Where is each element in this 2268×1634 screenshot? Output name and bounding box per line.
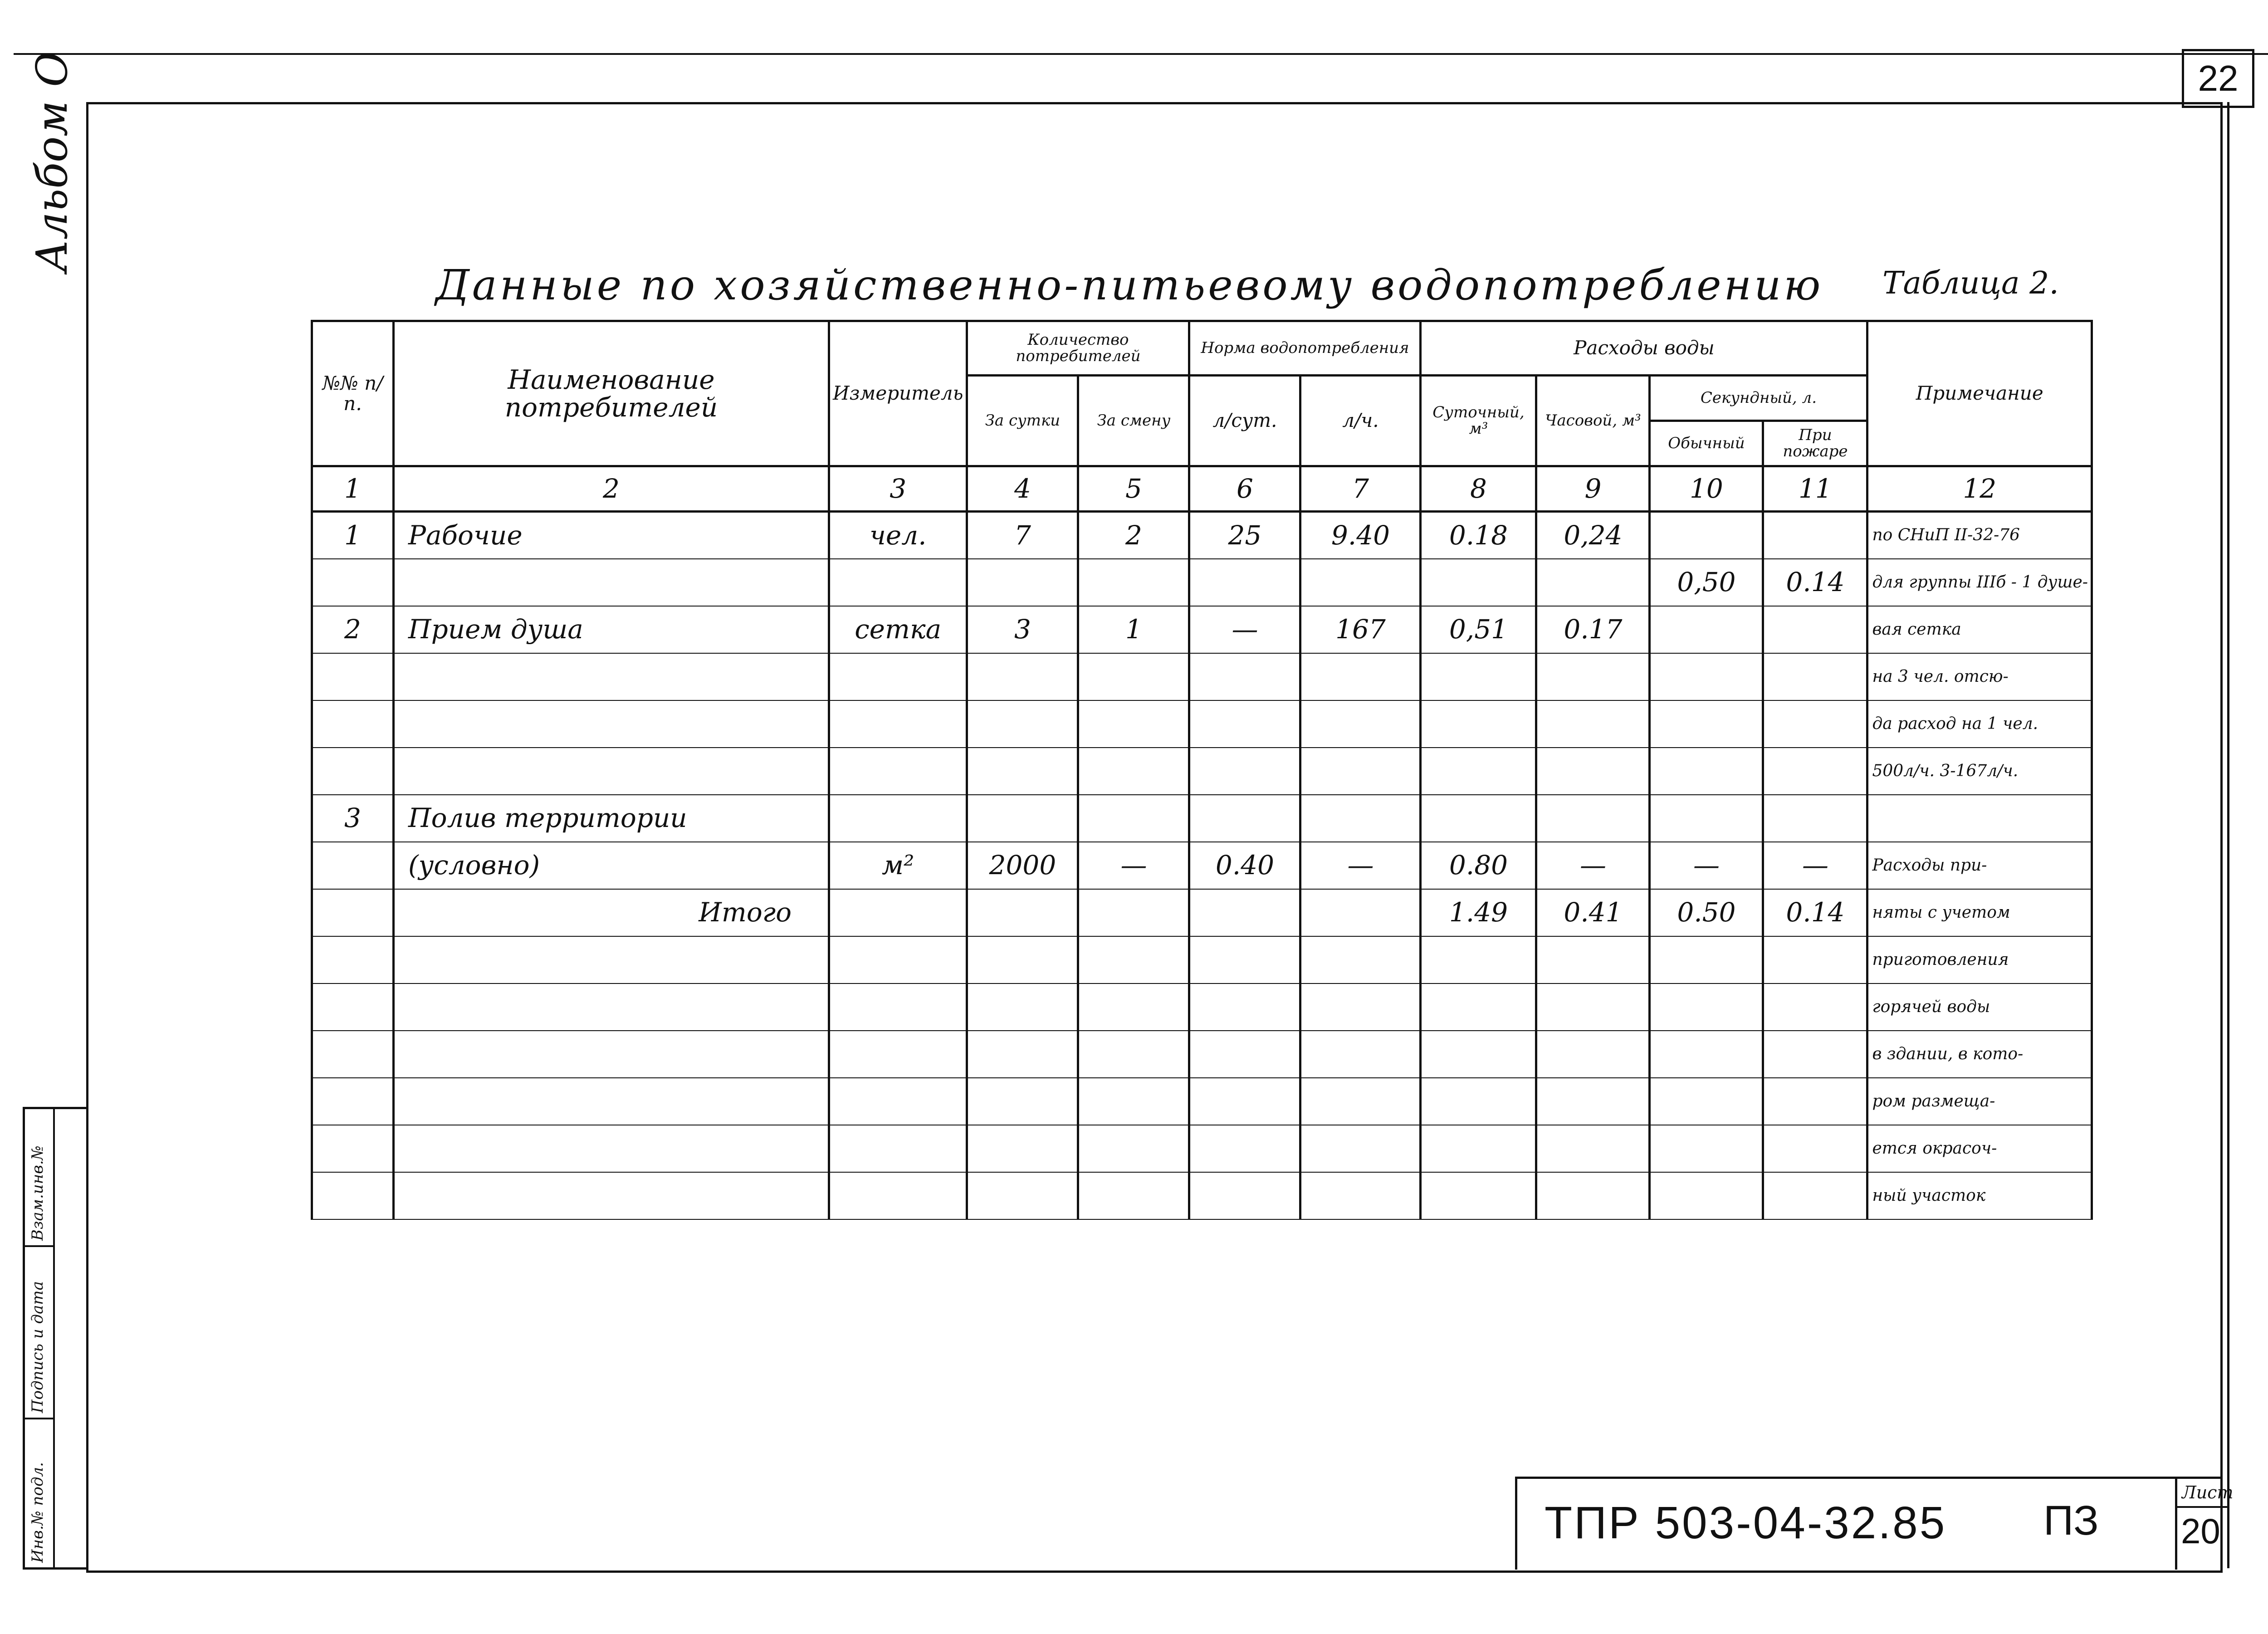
cell-ordinary <box>1650 512 1763 559</box>
cell-name <box>394 559 829 606</box>
cell-shift <box>1078 559 1189 606</box>
cell-hourly <box>1536 983 1650 1031</box>
cell-daily <box>1421 1031 1536 1078</box>
cell-daily <box>1421 1172 1536 1219</box>
cell-note: горячей воды <box>1867 983 2092 1031</box>
header-norm-hour: л/ч. <box>1300 376 1421 466</box>
cell-unit: м² <box>829 842 967 889</box>
cell-note: по СНиП II-32-76 <box>1867 512 2092 559</box>
strip-divider <box>53 1109 55 1567</box>
cell-unit <box>829 748 967 795</box>
cell-num <box>312 936 394 983</box>
cell-shift <box>1078 748 1189 795</box>
cell-day <box>967 1172 1078 1219</box>
cell-hourly <box>1536 1031 1650 1078</box>
cell-ordinary <box>1650 606 1763 653</box>
table-row <box>312 559 2092 606</box>
cell-name: Итого <box>394 889 829 936</box>
cell-fire <box>1763 748 1867 795</box>
stamp-cell-signature <box>25 1245 53 1419</box>
table-row <box>312 983 2092 1031</box>
right-rule <box>2227 102 2229 1568</box>
cell-norm-day <box>1189 889 1300 936</box>
cell-norm-hour <box>1300 795 1421 842</box>
cell-hourly: — <box>1536 842 1650 889</box>
cell-unit: чел. <box>829 512 967 559</box>
cell-fire <box>1763 795 1867 842</box>
cell-norm-hour <box>1300 1125 1421 1172</box>
table-row <box>312 842 2092 889</box>
cell-day: 3 <box>967 606 1078 653</box>
cell-hourly <box>1536 559 1650 606</box>
cell-hourly: 0.41 <box>1536 889 1650 936</box>
header-flow-group: Расходы воды <box>1421 321 1867 376</box>
cell-ordinary <box>1650 936 1763 983</box>
stamp-cell-replacement <box>25 1109 53 1247</box>
cell-num <box>312 1078 394 1125</box>
cell-day <box>967 889 1078 936</box>
cell-ordinary: 0.50 <box>1650 889 1763 936</box>
table-body <box>312 512 2092 1219</box>
col-number: 6 <box>1189 466 1300 512</box>
cell-ordinary <box>1650 983 1763 1031</box>
sheet-rule <box>2177 1506 2227 1508</box>
cell-shift: — <box>1078 842 1189 889</box>
cell-daily <box>1421 983 1536 1031</box>
cell-norm-hour: 9.40 <box>1300 512 1421 559</box>
cell-daily <box>1421 1125 1536 1172</box>
header-name: Наименование потребителей <box>394 321 829 466</box>
table-row <box>312 606 2092 653</box>
cell-num <box>312 842 394 889</box>
col-number: 10 <box>1650 466 1763 512</box>
table-row <box>312 1031 2092 1078</box>
col-number: 5 <box>1078 466 1189 512</box>
cell-num <box>312 1125 394 1172</box>
header-note: Примечание <box>1867 321 2092 466</box>
cell-norm-hour <box>1300 1172 1421 1219</box>
cell-fire <box>1763 1078 1867 1125</box>
cell-shift <box>1078 795 1189 842</box>
cell-norm-hour <box>1300 889 1421 936</box>
cell-daily: 0.80 <box>1421 842 1536 889</box>
cell-hourly <box>1536 1078 1650 1125</box>
cell-norm-day <box>1189 983 1300 1031</box>
cell-daily: 0,51 <box>1421 606 1536 653</box>
cell-norm-hour <box>1300 653 1421 700</box>
col-number: 4 <box>967 466 1078 512</box>
cell-fire: 0.14 <box>1763 889 1867 936</box>
cell-fire: 0.14 <box>1763 559 1867 606</box>
cell-day <box>967 1125 1078 1172</box>
cell-shift <box>1078 653 1189 700</box>
cell-ordinary <box>1650 1031 1763 1078</box>
cell-ordinary <box>1650 700 1763 748</box>
table-row <box>312 700 2092 748</box>
cell-name <box>394 700 829 748</box>
cell-daily <box>1421 1078 1536 1125</box>
cell-shift <box>1078 983 1189 1031</box>
page-number: 22 <box>2182 49 2254 108</box>
cell-norm-day <box>1189 936 1300 983</box>
cell-unit: сетка <box>829 606 967 653</box>
cell-fire <box>1763 700 1867 748</box>
cell-norm-day <box>1189 795 1300 842</box>
cell-ordinary <box>1650 1125 1763 1172</box>
cell-fire: — <box>1763 842 1867 889</box>
cell-norm-hour: 167 <box>1300 606 1421 653</box>
cell-fire <box>1763 606 1867 653</box>
cell-norm-day <box>1189 700 1300 748</box>
cell-ordinary: — <box>1650 842 1763 889</box>
cell-name <box>394 1031 829 1078</box>
cell-fire <box>1763 936 1867 983</box>
cell-unit <box>829 795 967 842</box>
cell-norm-day: — <box>1189 606 1300 653</box>
cell-note: в здании, в кото- <box>1867 1031 2092 1078</box>
cell-norm-day <box>1189 1172 1300 1219</box>
cell-norm-day <box>1189 1125 1300 1172</box>
cell-name <box>394 653 829 700</box>
top-rule <box>14 53 2268 55</box>
cell-shift: 2 <box>1078 512 1189 559</box>
table-row <box>312 1078 2092 1125</box>
cell-shift <box>1078 936 1189 983</box>
cell-num <box>312 1031 394 1078</box>
table-row <box>312 512 2092 559</box>
cell-name <box>394 1078 829 1125</box>
col-number: 12 <box>1867 466 2092 512</box>
cell-shift: 1 <box>1078 606 1189 653</box>
cell-unit <box>829 936 967 983</box>
cell-norm-hour <box>1300 748 1421 795</box>
cell-note: няты с учетом <box>1867 889 2092 936</box>
col-number: 7 <box>1300 466 1421 512</box>
col-number: 2 <box>394 466 829 512</box>
cell-norm-hour <box>1300 936 1421 983</box>
table-row <box>312 1125 2092 1172</box>
document-section: ПЗ <box>2043 1497 2099 1544</box>
cell-hourly <box>1536 795 1650 842</box>
cell-name: Рабочие <box>394 512 829 559</box>
cell-ordinary <box>1650 748 1763 795</box>
cell-fire <box>1763 653 1867 700</box>
cell-norm-day <box>1189 653 1300 700</box>
cell-norm-day <box>1189 1031 1300 1078</box>
cell-daily <box>1421 653 1536 700</box>
cell-name: Полив территории <box>394 795 829 842</box>
cell-note: на 3 чел. отсю- <box>1867 653 2092 700</box>
header-ordinary: Обычный <box>1650 421 1763 466</box>
cell-day: 2000 <box>967 842 1078 889</box>
cell-hourly <box>1536 1172 1650 1219</box>
table-row <box>312 748 2092 795</box>
cell-hourly <box>1536 936 1650 983</box>
cell-norm-day: 25 <box>1189 512 1300 559</box>
cell-note: да расход на 1 чел. <box>1867 700 2092 748</box>
water-consumption-table <box>311 320 2093 1220</box>
cell-num <box>312 559 394 606</box>
cell-norm-day <box>1189 1078 1300 1125</box>
title-block <box>1515 1477 2234 1570</box>
cell-name <box>394 1125 829 1172</box>
cell-num: 2 <box>312 606 394 653</box>
cell-unit <box>829 700 967 748</box>
cell-shift <box>1078 1172 1189 1219</box>
cell-daily: 1.49 <box>1421 889 1536 936</box>
table-row <box>312 653 2092 700</box>
header-second-group: Секундный, л. <box>1650 376 1867 421</box>
cell-norm-day: 0.40 <box>1189 842 1300 889</box>
cell-name <box>394 748 829 795</box>
left-stamp-strip <box>23 1107 88 1570</box>
cell-daily: 0.18 <box>1421 512 1536 559</box>
header-per-shift: За смену <box>1078 376 1189 466</box>
cell-daily <box>1421 700 1536 748</box>
table-row <box>312 795 2092 842</box>
cell-shift <box>1078 700 1189 748</box>
cell-day <box>967 1078 1078 1125</box>
cell-note: ный участок <box>1867 1172 2092 1219</box>
cell-hourly <box>1536 748 1650 795</box>
cell-ordinary <box>1650 1172 1763 1219</box>
cell-note: Расходы при- <box>1867 842 2092 889</box>
page-title: Данные по хозяйственно-питьевому водопотреблению <box>435 261 1823 309</box>
cell-norm-day <box>1189 559 1300 606</box>
cell-norm-day <box>1189 748 1300 795</box>
cell-norm-hour <box>1300 1078 1421 1125</box>
col-number: 11 <box>1763 466 1867 512</box>
cell-num <box>312 1172 394 1219</box>
cell-hourly <box>1536 653 1650 700</box>
cell-name: (условно) <box>394 842 829 889</box>
cell-unit <box>829 1031 967 1078</box>
cell-note: ром размеща- <box>1867 1078 2092 1125</box>
cell-daily <box>1421 748 1536 795</box>
cell-unit <box>829 1172 967 1219</box>
cell-norm-hour <box>1300 700 1421 748</box>
header-per-day: За сутки <box>967 376 1078 466</box>
cell-num <box>312 983 394 1031</box>
cell-day <box>967 653 1078 700</box>
header-norm-group: Норма водопотребления <box>1189 321 1421 376</box>
cell-note: вая сетка <box>1867 606 2092 653</box>
cell-daily <box>1421 559 1536 606</box>
cell-hourly <box>1536 1125 1650 1172</box>
table-row <box>312 1172 2092 1219</box>
cell-note <box>1867 795 2092 842</box>
cell-day: 7 <box>967 512 1078 559</box>
sheet-box <box>2175 1479 2234 1570</box>
cell-fire <box>1763 512 1867 559</box>
header-unit: Измеритель <box>829 321 967 466</box>
cell-ordinary <box>1650 1078 1763 1125</box>
cell-note: 500л/ч. 3-167л/ч. <box>1867 748 2092 795</box>
cell-fire <box>1763 1125 1867 1172</box>
header-hourly: Часовой, м³ <box>1536 376 1650 466</box>
cell-day <box>967 700 1078 748</box>
cell-daily <box>1421 795 1536 842</box>
column-number-row <box>312 466 2092 512</box>
cell-day <box>967 559 1078 606</box>
cell-num: 3 <box>312 795 394 842</box>
cell-norm-hour <box>1300 1031 1421 1078</box>
cell-day <box>967 1031 1078 1078</box>
table-number: Таблица 2. <box>1882 265 2059 301</box>
cell-ordinary <box>1650 795 1763 842</box>
cell-hourly: 0.17 <box>1536 606 1650 653</box>
cell-hourly <box>1536 700 1650 748</box>
cell-day <box>967 748 1078 795</box>
cell-name: Прием душа <box>394 606 829 653</box>
sheet-number: 20 <box>2181 1511 2220 1551</box>
cell-daily <box>1421 936 1536 983</box>
cell-note: ется окрасоч- <box>1867 1125 2092 1172</box>
cell-hourly: 0,24 <box>1536 512 1650 559</box>
cell-ordinary <box>1650 653 1763 700</box>
header-fire: При пожаре <box>1763 421 1867 466</box>
cell-norm-hour <box>1300 983 1421 1031</box>
cell-day <box>967 983 1078 1031</box>
cell-shift <box>1078 1078 1189 1125</box>
cell-unit <box>829 653 967 700</box>
cell-note: приготовления <box>1867 936 2092 983</box>
cell-unit <box>829 983 967 1031</box>
cell-unit <box>829 559 967 606</box>
cell-day <box>967 936 1078 983</box>
cell-name <box>394 983 829 1031</box>
col-number: 9 <box>1536 466 1650 512</box>
document-code: ТПР 503-04-32.85 <box>1545 1497 1947 1548</box>
cell-fire <box>1763 1031 1867 1078</box>
col-number: 1 <box>312 466 394 512</box>
table-row <box>312 889 2092 936</box>
stamp-label-replacement: Взам.инв.№ <box>29 1145 47 1241</box>
cell-norm-hour <box>1300 559 1421 606</box>
table-row <box>312 936 2092 983</box>
cell-shift <box>1078 889 1189 936</box>
header-daily: Суточный, м³ <box>1421 376 1536 466</box>
cell-num <box>312 889 394 936</box>
cell-fire <box>1763 983 1867 1031</box>
cell-shift <box>1078 1125 1189 1172</box>
cell-norm-hour: — <box>1300 842 1421 889</box>
stamp-label-signature: Подпись и дата <box>29 1281 47 1413</box>
header-qty-group: Количество потребителей <box>967 321 1189 376</box>
cell-ordinary: 0,50 <box>1650 559 1763 606</box>
header-num: №№ п/п. <box>312 321 394 466</box>
sheet-label: Лист <box>2182 1482 2234 1502</box>
col-number: 8 <box>1421 466 1536 512</box>
album-label: Альбом О <box>27 51 77 272</box>
cell-unit <box>829 1078 967 1125</box>
cell-num: 1 <box>312 512 394 559</box>
cell-num <box>312 653 394 700</box>
cell-num <box>312 748 394 795</box>
stamp-label-inventory: Инв.№ подл. <box>29 1462 47 1563</box>
cell-num <box>312 700 394 748</box>
cell-unit <box>829 889 967 936</box>
header-norm-day: л/сут. <box>1189 376 1300 466</box>
cell-shift <box>1078 1031 1189 1078</box>
stamp-cell-inventory <box>25 1418 53 1567</box>
cell-day <box>967 795 1078 842</box>
cell-name <box>394 936 829 983</box>
cell-note: для группы IIIб - 1 душе- <box>1867 559 2092 606</box>
cell-unit <box>829 1125 967 1172</box>
cell-fire <box>1763 1172 1867 1219</box>
col-number: 3 <box>829 466 967 512</box>
cell-name <box>394 1172 829 1219</box>
